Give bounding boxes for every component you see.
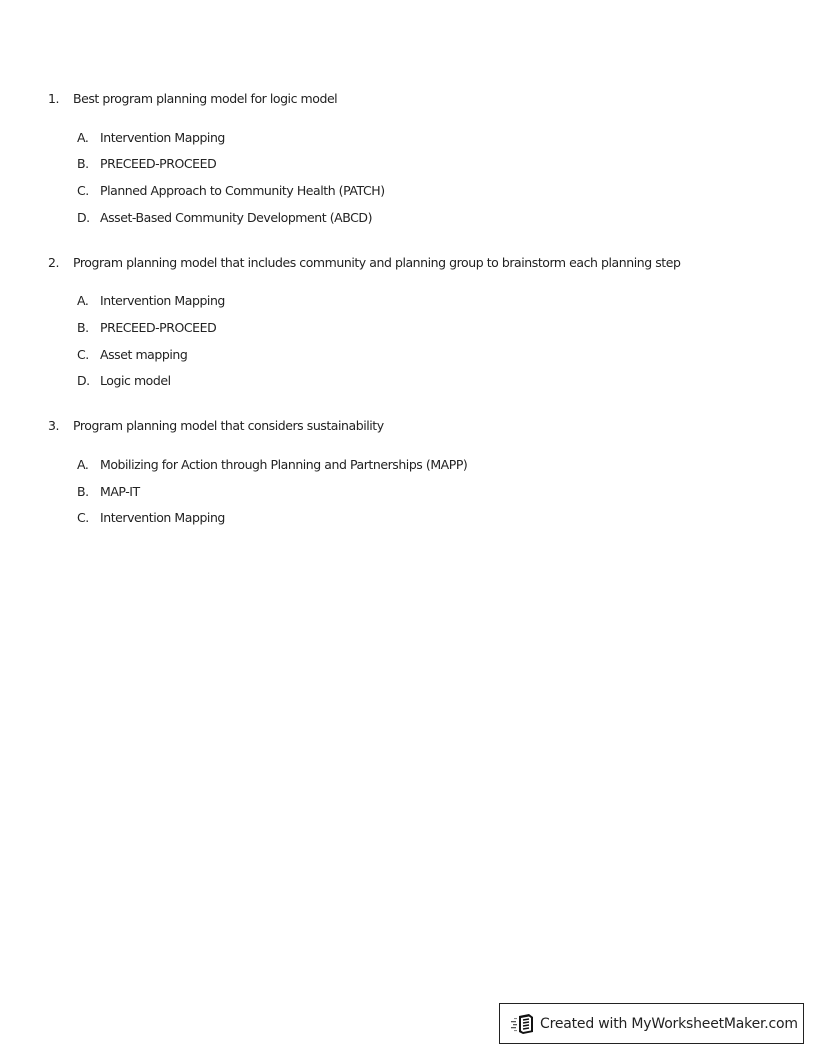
option-letter: D.	[77, 210, 90, 225]
option-letter: C.	[77, 347, 89, 362]
question-text: Best program planning model for logic model	[73, 91, 338, 106]
question-text: Program planning model that includes community and planning group to brainstorm each planning step	[73, 255, 681, 270]
option-text: Asset-Based Community Development (ABCD)	[100, 210, 373, 225]
option-text: MAP-IT	[100, 484, 140, 499]
option-text: Mobilizing for Action through Planning and Partnerships (MAPP)	[100, 457, 468, 472]
option-letter: B.	[77, 156, 89, 171]
option-text: Intervention Mapping	[100, 293, 225, 308]
option-letter: C.	[77, 510, 89, 525]
question-text: Program planning model that considers sustainability	[73, 418, 384, 433]
option-letter: B.	[77, 320, 89, 335]
option-text: PRECEED-PROCEED	[100, 156, 217, 171]
question-number: 2.	[48, 255, 60, 270]
option-text: Logic model	[100, 373, 171, 388]
question-number: 3.	[48, 418, 60, 433]
option-letter: B.	[77, 484, 89, 499]
option-letter: A.	[77, 130, 89, 145]
option-letter: A.	[77, 293, 89, 308]
question-number: 1.	[48, 91, 60, 106]
option-text: Asset mapping	[100, 347, 188, 362]
option-text: Intervention Mapping	[100, 130, 225, 145]
option-letter: D.	[77, 373, 90, 388]
footer-credit-text: Created with MyWorksheetMaker.com	[540, 1015, 798, 1032]
option-text: Intervention Mapping	[100, 510, 225, 525]
footer-credit-badge[interactable]	[499, 1003, 804, 1044]
option-text: Planned Approach to Community Health (PATCH)	[100, 183, 385, 198]
option-letter: C.	[77, 183, 89, 198]
worksheet-maker-logo-icon	[510, 1013, 538, 1035]
option-letter: A.	[77, 457, 89, 472]
option-text: PRECEED-PROCEED	[100, 320, 217, 335]
